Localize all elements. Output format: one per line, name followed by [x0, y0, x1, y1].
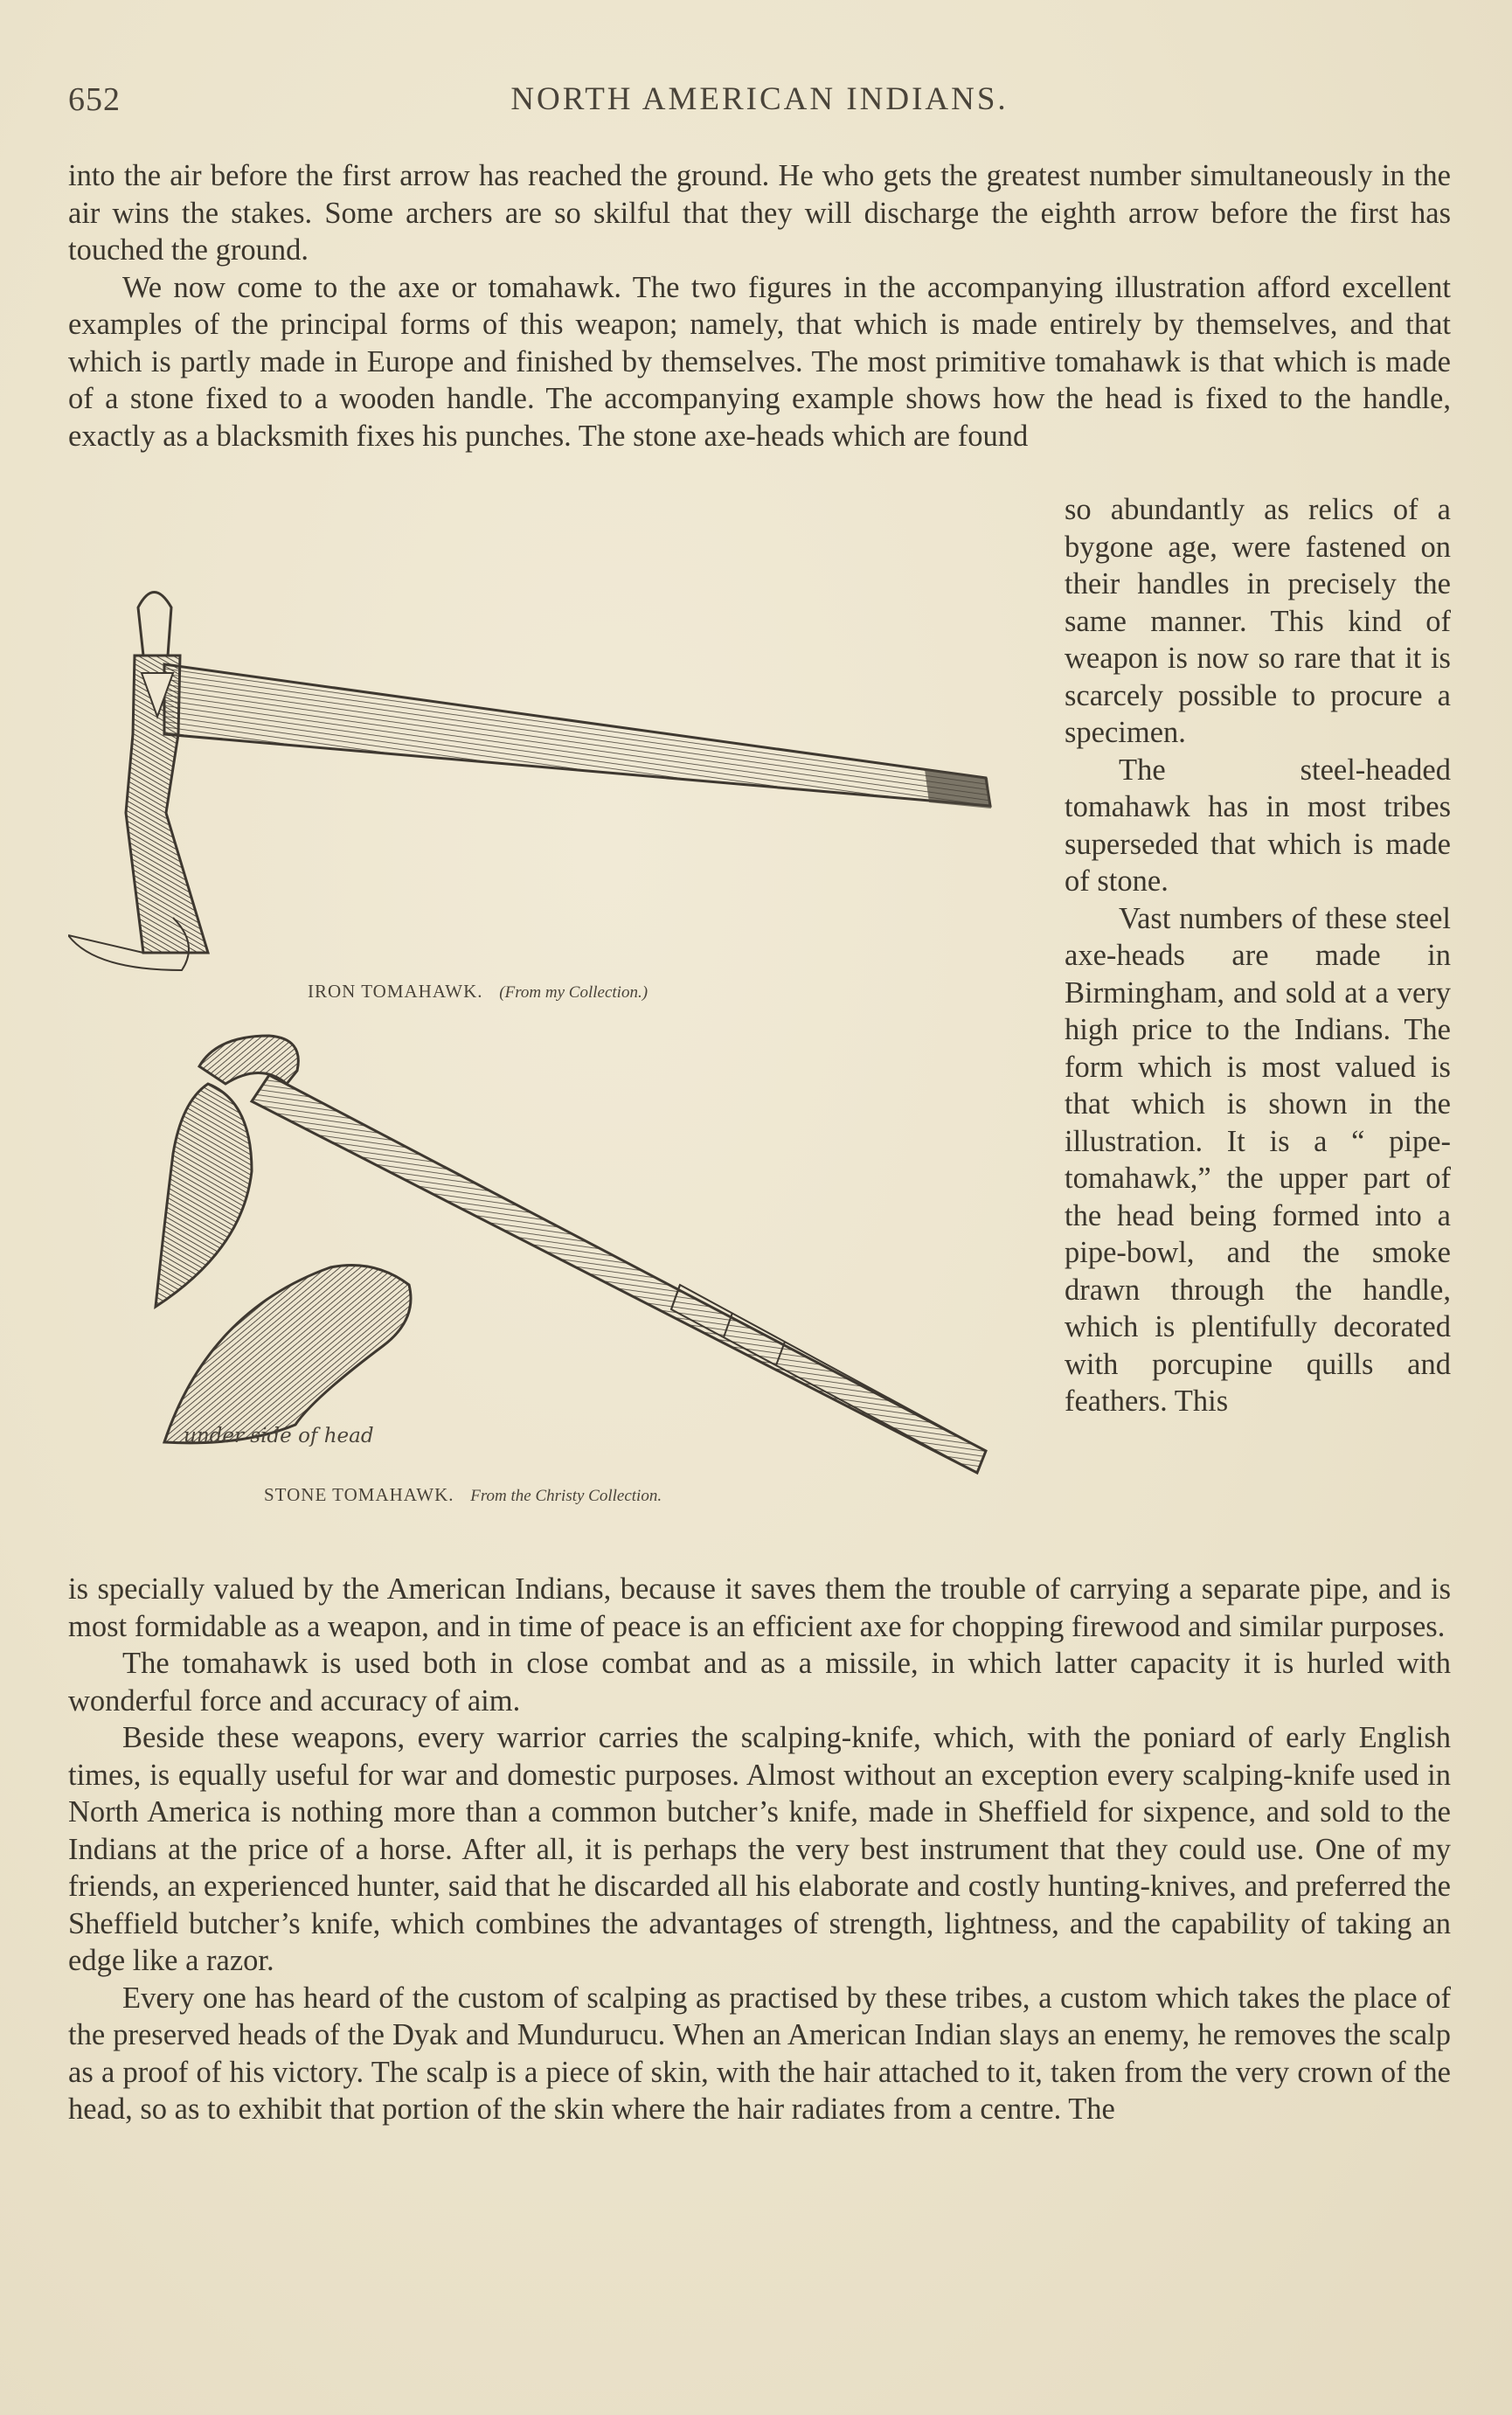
paragraph: so abundantly as relics of a bygone age, were fastened on their handles in precisely the same manner. This kind of weapon is now so rare that it is scarcely possible to procure a specimen. [1065, 493, 1451, 749]
intro-text [68, 157, 1451, 455]
tomahawk-engraving [68, 559, 1047, 1565]
paragraph: into the air before the first arrow has reached the ground. He who gets the greatest number simultaneously in the air wins the stakes. Some archers are so skilful that they will discharge the eighth arrow before the first has touched the ground. [68, 159, 1451, 267]
paragraph: Every one has heard of the custom of scalping as practised by these tribes, a custom which takes the place of the preserved heads of the Dyak and Mundurucu. When an American Indian slays an enemy, he removes the scalp as a proof of his victory. The scalp is a piece of skin, with the hair attached to it, taken from the very crown of the head, so as to exhibit that portion of the skin where the hair radiates from a centre. The [68, 1981, 1451, 2126]
tomahawk-illustration [68, 559, 1047, 1565]
stone-tomahawk-source: From the Christy Collection. [470, 1487, 662, 1505]
side-column-text [1065, 491, 1451, 1420]
continuation-text [68, 1571, 1451, 2128]
running-title: NORTH AMERICAN INDIANS. [510, 81, 1009, 117]
stone-tomahawk-caption: STONE TOMAHAWK. From the Christy Collection. [264, 1484, 662, 1505]
stone-tomahawk-drawing [156, 1036, 986, 1473]
iron-tomahawk-drawing [68, 593, 991, 971]
paragraph: is specially valued by the American Indians, because it saves them the trouble of carrying a separate pipe, and is most formidable as a weapon, and in time of peace is an efficient axe for chopping firewood and similar purposes. [68, 1572, 1451, 1643]
paragraph: The tomahawk is used both in close combat and as a missile, in which latter capacity it is hurled with wonderful force and accuracy of aim. [68, 1647, 1451, 1718]
paragraph: The steel-headed tomahawk has in most tribes superseded that which is made of stone. [1065, 753, 1451, 898]
paragraph: Vast numbers of these steel axe-heads are made in Birmingham, and sold at a very high price to the Indians. The form which is most valued is that which is shown in the illustration. It is a “ pipe-tomahawk,” the upper part of the head being formed into a pipe-bowl, and the smoke drawn through the handle, which is plentifully decorated with porcupine quills and feathers. This [1065, 901, 1451, 1418]
page-header [68, 80, 1451, 124]
page-number: 652 [68, 81, 121, 118]
underside-note: under side of head [184, 1425, 374, 1447]
paragraph: Beside these weapons, every warrior carries the scalping-knife, which, with the poniard of early English times, is equally useful for war and domestic purposes. Almost without an exception every scalping-knife used in North America is nothing more than a common butcher’s knife, made in Sheffield for sixpence, and sold to the Indians at the price of a horse. After all, it is perhaps the very best instrument that they could use. One of my friends, an experienced hunter, said that he discarded all his elaborate and costly hunting-knives, and preferred the Sheffield butcher’s knife, which combines the advantages of strength, lightness, and the capability of taking an edge like a razor. [68, 1721, 1451, 1977]
iron-tomahawk-source: (From my Collection.) [499, 983, 648, 1002]
iron-tomahawk-caption: IRON TOMAHAWK. (From my Collection.) [308, 981, 648, 1002]
paragraph: We now come to the axe or tomahawk. The two figures in the accompanying illustration afford excellent examples of the principal forms of this weapon; namely, that which is made entirely by themselves, and that which is partly made in Europe and finished by themselves. The most primitive tomahawk is that which is made of a stone fixed to a wooden handle. The accompanying example shows how the head is fixed to the handle, exactly as a blacksmith fixes his punches. The stone axe-heads which are found [68, 270, 1451, 453]
